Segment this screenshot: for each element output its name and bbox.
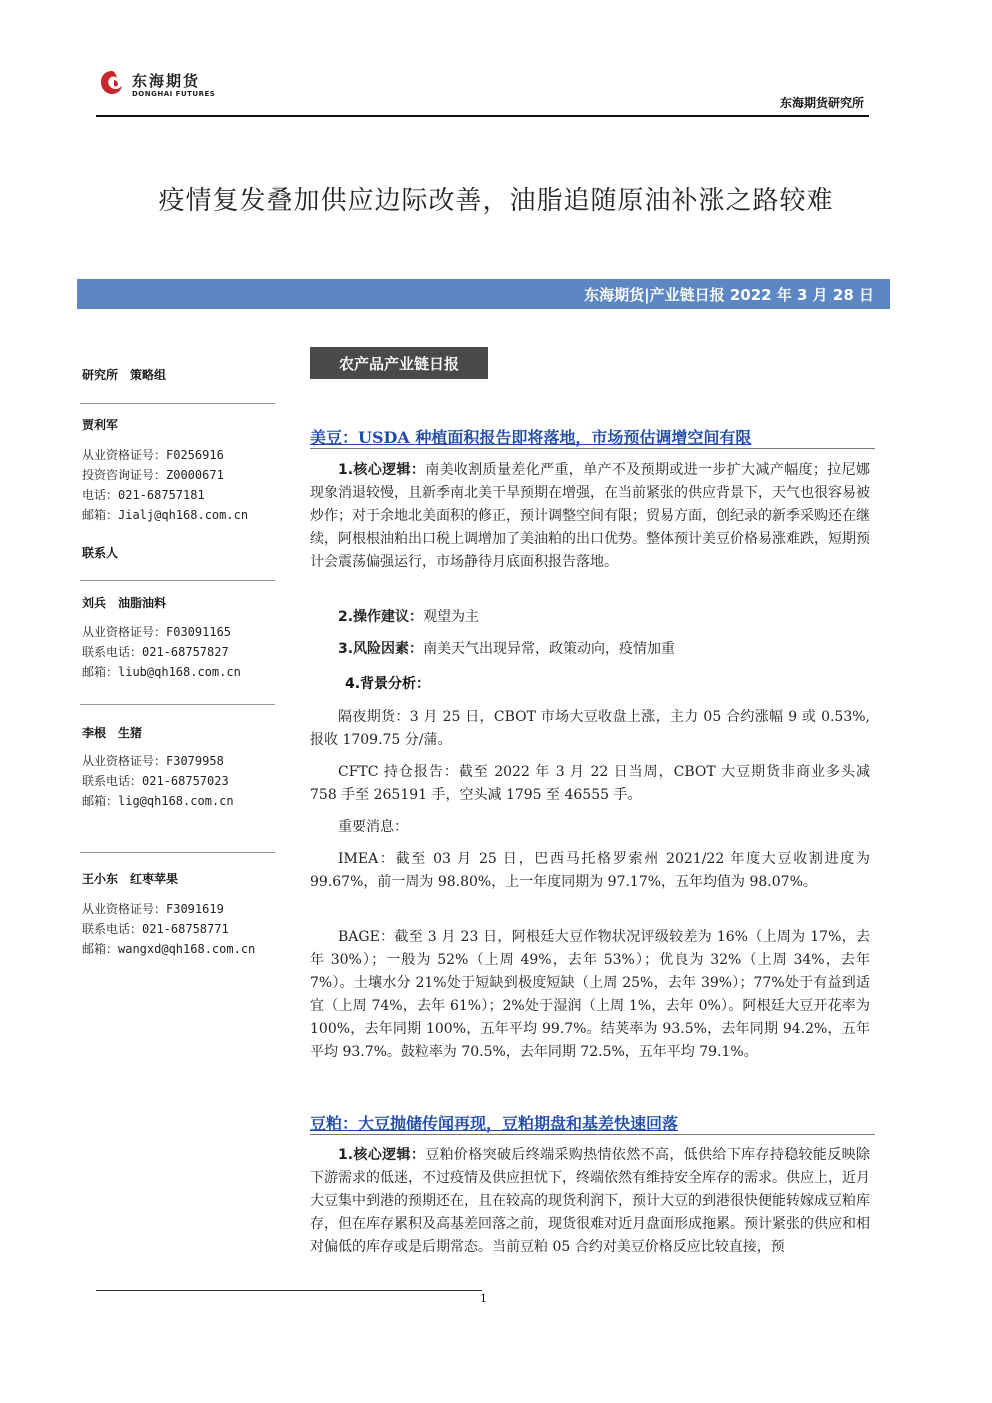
core-logic-text: 南美收割质量差化严重，单产不及预期或进一步扩大减产幅度；拉尼娜现象消退较慢，且新季南北美干旱预期在增强，在当前紧张的供应背景下，天气也很容易被炒作；对于余地北美面积的修正，预计调整空间有限；贸易方面，创纪录的新季采购还在继续，阿根根油粕出口税上调增加了美油粕的出口优势。整体预计美豆价格易涨难跌，短期预计会震荡偏强运行，市场静待月底面积报告落地。: [310, 462, 870, 570]
background-paragraph: 重要消息：: [338, 819, 408, 835]
background-label: 4.背景分析：: [345, 676, 431, 692]
background-paragraph: BAGE：截至 3 月 23 日，阿根廷大豆作物状况评级较差为 16%（上周为 17%，去年 30%）；一般为 52%（上周 49%，去年 53%）；优良为 32%（上周 34%，去年 7%）。土壤水分 21%处于短缺到极度短缺（上周 25%，去年 39%）；77%处于有益到适宜（上周 74%，去年 61%）；2%处于湿润（上周 1%，去年 0%）。阿根廷大豆开花率为 100%，去年同期 100%，五年平均 99.7%。结荚率为 93.5%，去年同期 94.2%，五年平均 93.7%。鼓粒率为 70.5%，去年同期 72.5%，五年平均 79.1%。: [310, 929, 870, 1060]
section-title: 美豆：USDA 种植面积报告即将落地，市场预估调增空间有限: [310, 428, 752, 447]
sidebar-divider: [80, 580, 275, 581]
contact-email: 邮箱：wangxd@qh168.com.cn: [82, 942, 256, 956]
logo-text-cn: 东海期货: [132, 72, 201, 90]
analyst-email: 邮箱：Jialj@qh168.com.cn: [82, 508, 249, 522]
background-paragraph: 隔夜期货：3 月 25 日，CBOT 市场大豆收盘上涨，主力 05 合约涨幅 9 或 0.53%,报收 1709.75 分/蒲。: [310, 709, 870, 748]
risk-paragraph: [310, 638, 870, 661]
sidebar-divider: [80, 403, 275, 404]
section-tag-text: 农产品产业链日报: [338, 355, 459, 373]
header-divider: [96, 115, 869, 117]
footer-divider: [96, 1290, 482, 1291]
contact-phone: 联系电话：021-68757827: [82, 645, 229, 659]
background-paragraph: IMEA：截至 03 月 25 日，巴西马托格罗索州 2021/22 年度大豆收割进度为 99.67%，前一周为 98.80%，上一年度同期为 97.17%，五年均值为 98.07%。: [310, 851, 870, 890]
analyst-license: 从业资格证号：F0256916: [82, 448, 224, 462]
donghai-logo-icon: [97, 68, 127, 98]
contact-email: 邮箱：lig@qh168.com.cn: [82, 794, 234, 808]
sidebar-divider: [80, 852, 275, 853]
section-rule: [310, 1134, 875, 1135]
contact-phone: 联系电话：021-68757023: [82, 774, 229, 788]
core-logic-label: 1.核心逻辑：: [338, 1147, 426, 1163]
report-banner-text: 东海期货|产业链日报 2022 年 3 月 28 日: [584, 286, 874, 304]
sidebar-divider: [80, 704, 275, 705]
analyst-phone: 电话：021-68757181: [82, 488, 205, 502]
advice-text: 观望为主: [423, 609, 480, 625]
dept-label: 研究所 策略组: [82, 368, 167, 382]
report-banner: [77, 279, 890, 309]
contact-name: 刘兵 油脂油料: [82, 596, 167, 610]
contact-license: 从业资格证号：F3079958: [82, 754, 224, 768]
section-rule: [310, 448, 875, 449]
contact-name: 李根 生猪: [82, 726, 143, 740]
risk-text: 南美天气出现异常，政策动向，疫情加重: [423, 641, 676, 657]
analyst-name: 贾利军: [82, 418, 119, 432]
page-number: 1: [480, 1292, 487, 1305]
risk-label: 3.风险因素：: [338, 641, 424, 657]
contact-phone: 联系电话：021-68758771: [82, 922, 229, 936]
section-tag: [310, 347, 488, 379]
core-logic-paragraph: [310, 459, 870, 574]
contact-email: 邮箱：liub@qh168.com.cn: [82, 665, 241, 679]
section-title: 豆粕：大豆抛储传闻再现，豆粕期盘和基差快速回落: [310, 1114, 679, 1133]
logo-text-en: DONGHAI FUTURES: [132, 90, 216, 98]
core-logic-text: 豆粕价格突破后终端采购热情依然不高，低供给下库存持稳较能反映除下游需求的低迷，不过疫情及供应担忧下，终端依然有维持安全库存的需求。供应上，近月大豆集中到港的预期还在，且在较高的现货利润下，预计大豆的到港很快便能转嫁成豆粕库存，但在库存累积及高基差回落之前，现货很难对近月盘面形成拖累。预计紧张的供应和相对偏低的库存或是后期常态。当前豆粕 05 合约对美豆价格反应比较直接，预: [310, 1147, 870, 1255]
page-title: 疫情复发叠加供应边际改善，油脂追随原油补涨之路较难: [158, 186, 834, 216]
background-paragraph: CFTC 持仓报告：截至 2022 年 3 月 22 日当周，CBOT 大豆期货非商业多头减 758 手至 265191 手，空头减 1795 至 46555 手。: [310, 764, 870, 803]
contact-license: 从业资格证号：F3091619: [82, 902, 224, 916]
institute-name: 东海期货研究所: [779, 96, 864, 110]
core-logic-paragraph: [310, 1144, 870, 1259]
core-logic-label: 1.核心逻辑：: [338, 462, 426, 478]
analyst-advisory: 投资咨询证号：Z0000671: [82, 468, 224, 482]
contact-license: 从业资格证号：F03091165: [82, 625, 232, 639]
advice-paragraph: [310, 606, 870, 629]
contact-name: 王小东 红枣苹果: [82, 872, 179, 886]
contacts-label: 联系人: [82, 546, 119, 560]
advice-label: 2.操作建议：: [338, 609, 424, 625]
